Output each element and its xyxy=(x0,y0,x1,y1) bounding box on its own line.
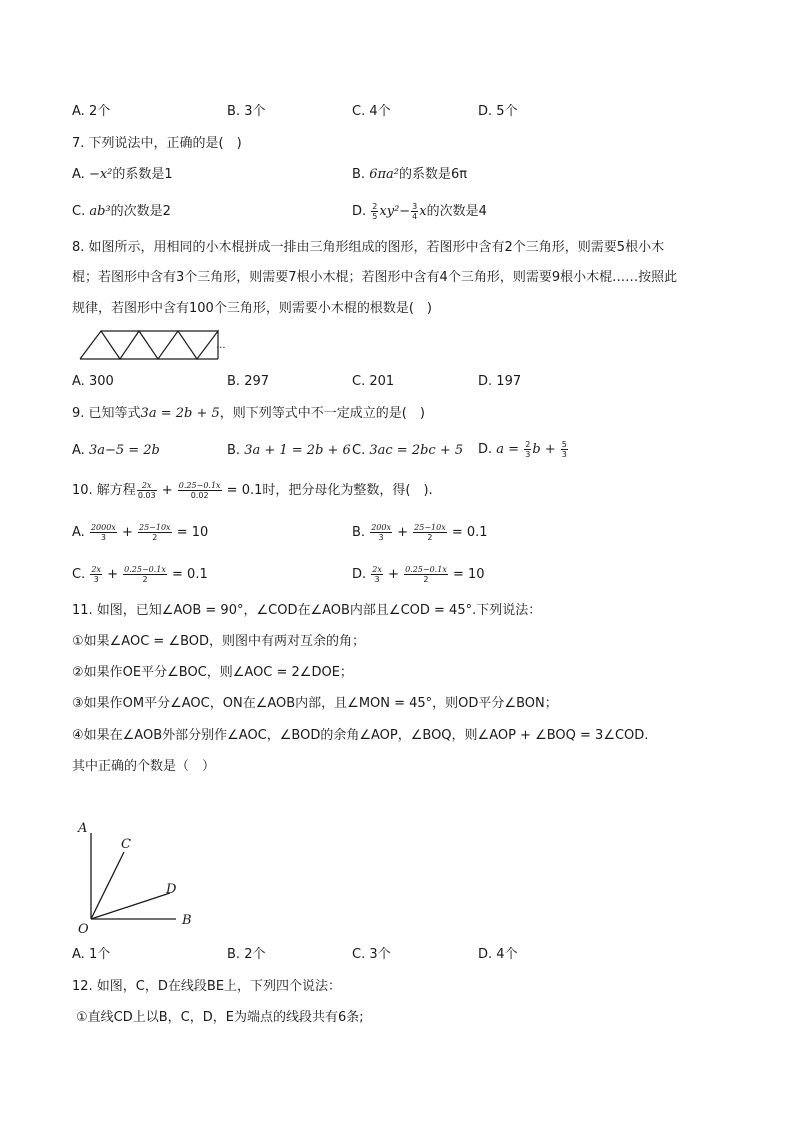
q11-statement-1: ①如果∠AOC = ∠BOD，则图中有两对互余的角； xyxy=(72,634,366,649)
q8-option-d: D. 197 xyxy=(478,374,522,389)
q7-option-d: D. $\frac{2}{5}$ xy²− $\frac{3}{4}$ x的次数是4 xyxy=(352,202,487,221)
q8-option-a: A. 300 xyxy=(72,374,114,389)
q9-option-b: B. 3a + 1 = 2b + 6 xyxy=(227,443,351,458)
q8-option-b: B. 297 xyxy=(227,374,270,389)
q11-statement-2: ②如果作OE平分∠BOC，则∠AOC = 2∠DOE； xyxy=(72,665,353,680)
label-a: A xyxy=(78,821,88,836)
q7-stem: 7. 下列说法中，正确的是( ) xyxy=(72,136,242,151)
q11-ask: 其中正确的个数是（ ） xyxy=(72,759,216,774)
q6-option-a: A. 2个 xyxy=(72,104,111,119)
label-o: O xyxy=(78,922,89,937)
q12-stem: 12. 如图，C，D在线段BE上，下列四个说法： xyxy=(72,979,342,994)
q10-option-d: D. $\frac{2x}{3}$ + $\frac{0.25-0.1x}{2}$ = 10 xyxy=(352,565,485,584)
q11-statement-3: ③如果作OM平分∠AOC，ON在∠AOB内部，且∠MON = 45°，则OD平分∠BON； xyxy=(72,696,558,711)
q10-option-b: B. $\frac{200x}{3}$ + $\frac{25-10x}{2}$ = 0.1 xyxy=(352,523,488,542)
q11-statement-4: ④如果在∠AOB外部分别作∠AOC，∠BOD的余角∠AOP，∠BOQ，则∠AOP + ∠BOQ = 3∠COD. xyxy=(72,728,649,743)
q12-statement-1: ①直线CD上以B，C，D，E为端点的线段共有6条; xyxy=(76,1010,364,1025)
q11-option-a: A. 1个 xyxy=(72,947,111,962)
q6-option-c: C. 4个 xyxy=(352,104,391,119)
q9-option-c: C. 3ac = 2bc + 5 xyxy=(352,443,464,458)
angle-figure xyxy=(72,815,202,940)
q7-option-b: B. 6πa²的系数是6π xyxy=(352,167,468,182)
q10-stem: 10. 解方程 $\frac{2x}{0.03}$ + $\frac{0.25-0.1x}{0.02}$ = 0.1时，把分母化为整数，得( ). xyxy=(72,481,433,500)
q7-option-c: C. ab³的次数是2 xyxy=(72,204,171,219)
q11-option-c: C. 3个 xyxy=(352,947,391,962)
q9-stem: 9. 已知等式3a = 2b + 5，则下列等式中不一定成立的是( ) xyxy=(72,406,425,421)
q10-option-c: C. $\frac{2x}{3}$ + $\frac{0.25-0.1x}{2}$ = 0.1 xyxy=(72,565,208,584)
q7-option-a: A. −x²的系数是1 xyxy=(72,167,173,182)
q11-stem: 11. 如图，已知∠AOB = 90°，∠COD在∠AOB内部且∠COD = 45°.下列说法： xyxy=(72,603,542,618)
q11-option-d: D. 4个 xyxy=(478,947,518,962)
q6-option-d: D. 5个 xyxy=(478,104,518,119)
q8-option-c: C. 201 xyxy=(352,374,395,389)
label-d: D xyxy=(166,882,177,897)
q6-option-b: B. 3个 xyxy=(227,104,266,119)
label-c: C xyxy=(121,837,131,852)
q11-option-b: B. 2个 xyxy=(227,947,266,962)
q9-option-d: D. a = $\frac{2}{3}$ b + $\frac{5}{3}$ xyxy=(478,440,567,459)
q8-stem-line2: 棍；若图形中含有3个三角形，则需要7根小木棍；若图形中含有4个三角形，则需要9根小木棍……按照此 xyxy=(72,270,678,285)
triangle-sticks-figure xyxy=(76,328,236,362)
q8-stem-line3: 规律，若图形中含有100个三角形，则需要小木棍的根数是( ) xyxy=(72,301,432,316)
figure-ellipsis: ... xyxy=(216,340,226,351)
q8-stem-line1: 8. 如图所示，用相同的小木棍拼成一排由三角形组成的图形，若图形中含有2个三角形，则需要5根小木 xyxy=(72,240,665,255)
q9-option-a: A. 3a−5 = 2b xyxy=(72,443,160,458)
label-b: B xyxy=(182,913,192,928)
q10-option-a: A. $\frac{2000x}{3}$ + $\frac{25-10x}{2}$ = 10 xyxy=(72,523,209,542)
